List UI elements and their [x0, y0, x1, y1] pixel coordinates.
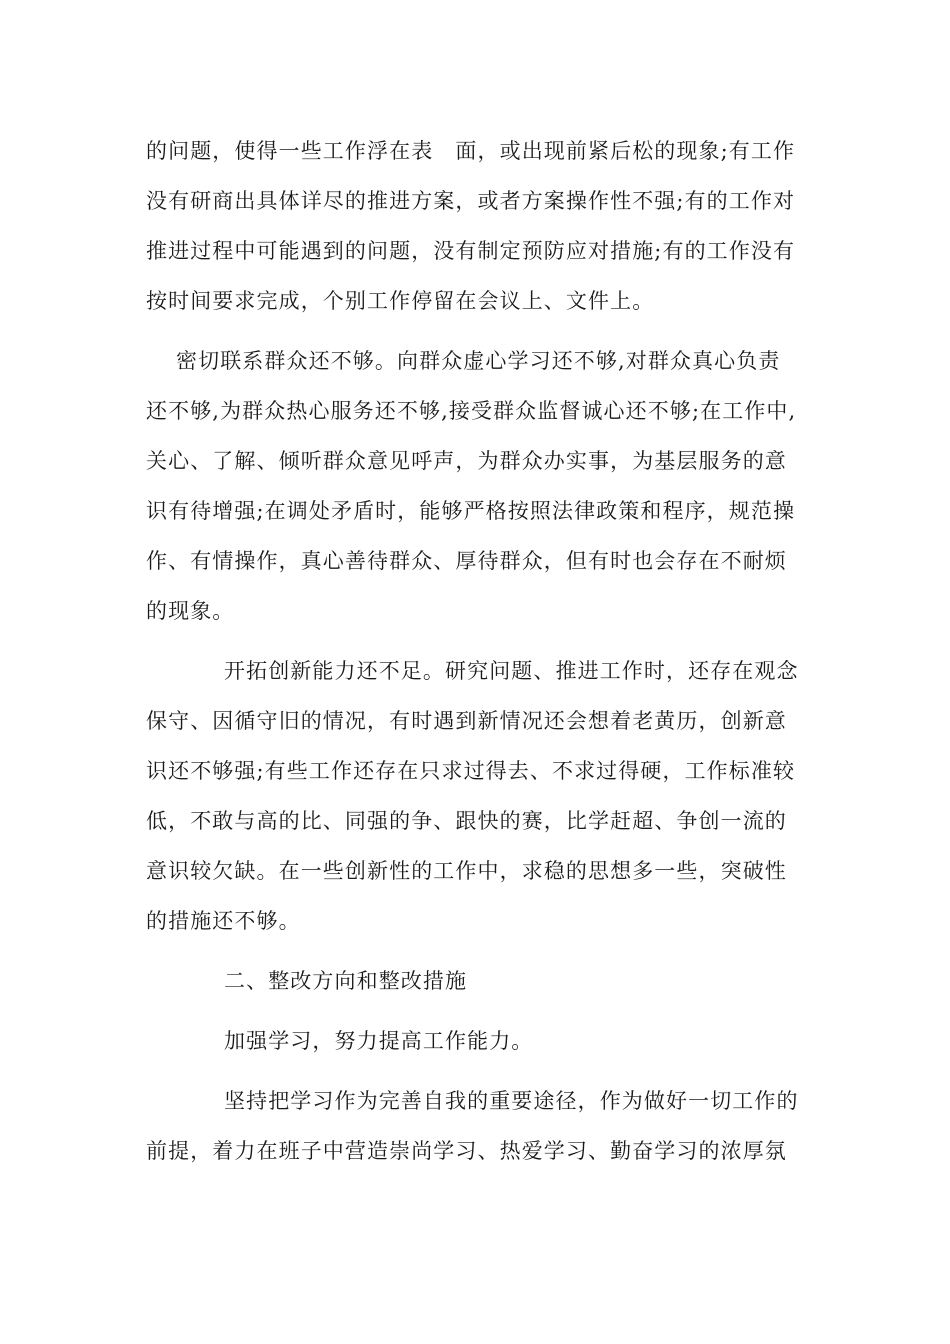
text-line: 保守、因循守旧的情况，有时遇到新情况还会想着老黄历，创新意 [146, 709, 787, 733]
paragraph-first-line: 密切联系群众还不够。向群众虚心学习还不够,对群众真心负责 [176, 349, 781, 373]
text-line: 按时间要求完成，个别工作停留在会议上、文件上。 [146, 289, 655, 313]
paragraph-first-line: 开拓创新能力还不足。研究问题、推进工作时，还存在观念 [224, 659, 799, 683]
text-line: 识还不够强;有些工作还存在只求过得去、不求过得硬，工作标准较 [146, 759, 796, 783]
text-line: 低，不敢与高的比、同强的争、跟快的赛，比学赶超、争创一流的 [146, 809, 787, 833]
text-line: 意识较欠缺。在一些创新性的工作中，求稳的思想多一些，突破性 [146, 859, 787, 883]
text-line: 推进过程中可能遇到的问题，没有制定预防应对措施;有的工作没有 [146, 239, 796, 263]
text-line: 的现象。 [146, 599, 235, 623]
section-heading: 二、整改方向和整改措施 [224, 969, 468, 993]
text-line: 关心、了解、倾听群众意见呼声，为群众办实事，为基层服务的意 [146, 449, 787, 473]
subsection-heading: 加强学习，努力提高工作能力。 [224, 1029, 534, 1053]
text-line: 的问题，使得一些工作浮在表 面，或出现前紧后松的现象;有工作 [146, 139, 796, 163]
text-line: 还不够,为群众热心服务还不够,接受群众监督诚心还不够;在工作中, [146, 399, 797, 423]
text-line: 识有待增强;在调处矛盾时，能够严格按照法律政策和程序，规范操 [146, 499, 796, 523]
text-line: 的措施还不够。 [146, 909, 301, 933]
paragraph-first-line: 坚持把学习作为完善自我的重要途径，作为做好一切工作的 [224, 1089, 799, 1113]
text-line: 没有研商出具体详尽的推进方案，或者方案操作性不强;有的工作对 [146, 189, 796, 213]
text-line: 作、有情操作，真心善待群众、厚待群众，但有时也会存在不耐烦 [146, 549, 787, 573]
text-line: 前提，着力在班子中营造崇尚学习、热爱学习、勤奋学习的浓厚氛 [146, 1139, 787, 1163]
